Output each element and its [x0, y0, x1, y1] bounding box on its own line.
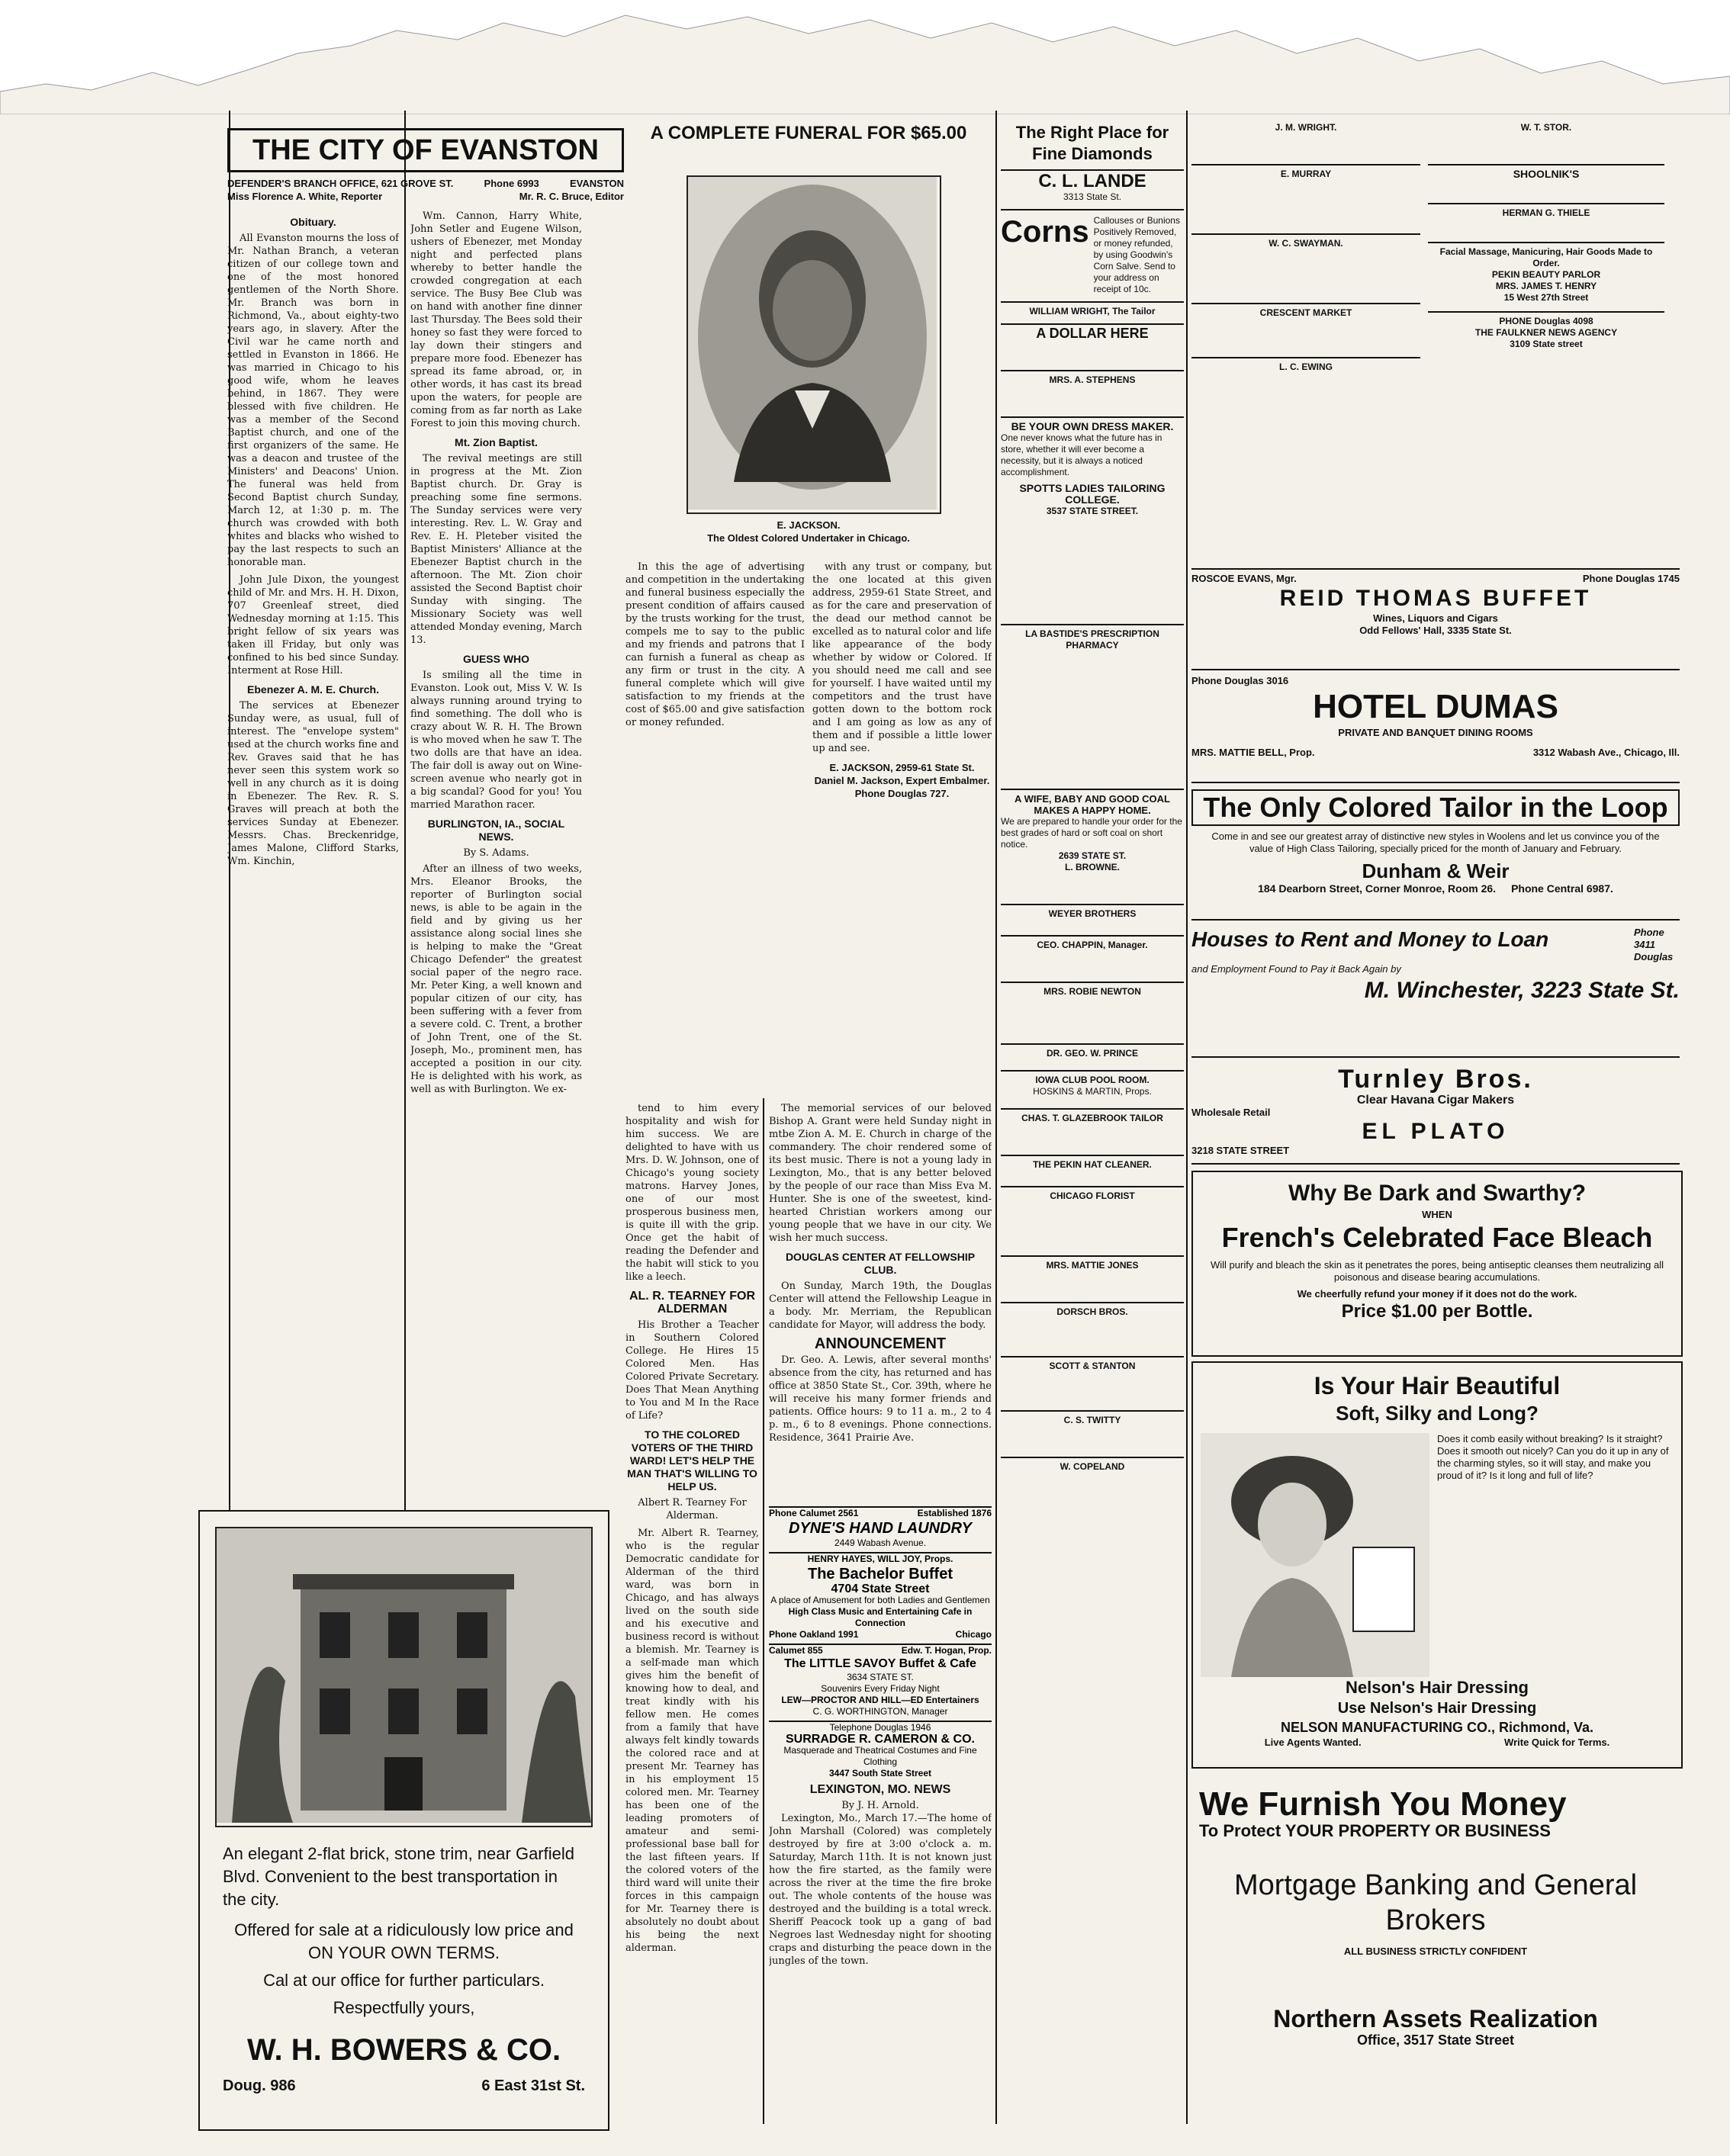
cameron-phone: Telephone Douglas 1946	[769, 1721, 992, 1733]
bachelor-line: A place of Amusement for both Ladies and Gentlemen	[770, 1595, 990, 1605]
roscoe-phone: Phone Douglas 1745	[1582, 573, 1680, 584]
directory-column-6-top	[1191, 122, 1680, 564]
dixon-text: John Jule Dixon, the youngest child of Mr. and Mrs. H. H. Dixon, 707 Greenleaf street, died Wednesday morning at 1:15. This bright fellow of six years was taken ill Friday, but only was confined to his bed since Sunday. Interment at Rose Hill.	[227, 574, 399, 676]
mt-zion-heading: Mt. Zion Baptist.	[455, 436, 538, 448]
tearney-heading: AL. R. TEARNEY FOR ALDERMAN	[629, 1290, 756, 1316]
tearney-to-voters: TO THE COLORED VOTERS OF THE THIRD WARD! LET'S HELP THE MAN THAT'S WILLING TO HELP US.	[627, 1428, 757, 1492]
bachelor-address: 4704 State Street	[831, 1582, 930, 1595]
funeral-header	[625, 122, 992, 168]
tend-text: tend to him every hospitality and wish for him success. We are delighted to have with us Mrs. D. W. Johnson, one of Chicago's young society matrons. Harvey Jones, one of our most prosperous business men, is quite ill with the grip. Once get the habit of reading the Defender and the habit will stick to you like a leech.	[625, 1103, 759, 1283]
laundry-name: DYNE'S HAND LAUNDRY	[789, 1520, 972, 1537]
winchester-name: M. Winchester, 3223 State St.	[1364, 978, 1680, 1003]
twitty-ad: C. S. TWITTY	[1001, 1410, 1184, 1426]
laundry-phone: Phone Calumet 2561	[769, 1508, 859, 1518]
ewing-ad: L. C. EWING	[1191, 357, 1420, 373]
dress-maker-text: One never knows what the future has in store, whether it will ever become a necessity, but it is always a noticed accomplishment.	[1001, 432, 1162, 477]
bachelor-phone: Phone Oakland 1991	[769, 1629, 859, 1640]
page-title: THE CITY OF EVANSTON	[227, 128, 624, 172]
reid-name: REID THOMAS BUFFET	[1279, 586, 1592, 611]
j-wright-ad: J. M. WRIGHT.	[1275, 122, 1337, 133]
branch-office: DEFENDER'S BRANCH OFFICE, 621 GROVE ST.	[227, 178, 454, 189]
woman-illustration	[1201, 1433, 1429, 1677]
spotts-name: SPOTTS LADIES TAILORING COLLEGE.	[1019, 482, 1166, 506]
northern-assets-ad	[1191, 1773, 1680, 2124]
el-plato: EL PLATO	[1362, 1119, 1510, 1144]
burlington-text: After an illness of two weeks, Mrs. Eleanor Brooks, the reporter of Burlington social news, is able to be again in the field and by giving us her assistance along social lines she is helping to make the "Great Chicago Defender" the greatest social paper of the negro race. Mr. Peter King, a well known and popular citizen of our city, has been suffering with a fever from a severe cold. C. Trent, a brother of John Trent, one of the St. Joseph, Mo., prominent men, has accepted a position in our city. He is delighted with his work, as well as with Burlington. We ex-	[410, 863, 582, 1095]
savoy-address: 3634 STATE ST.	[847, 1672, 914, 1682]
laundry-established: Established 1876	[917, 1508, 992, 1518]
portrait-caption	[625, 519, 992, 557]
henry-address: 15 West 27th Street	[1503, 292, 1589, 303]
copeland-ad: W. COPELAND	[1001, 1457, 1184, 1473]
hair-question: Is Your Hair Beautiful	[1314, 1372, 1561, 1399]
tailor-text: Come in and see our greatest array of distinctive new styles in Woolens and let us convince you of the value of High Class Tailoring, specially priced for the month of January and February.	[1211, 831, 1660, 854]
editor: Mr. R. C. Bruce, Editor	[519, 191, 624, 202]
nelsons-hair-dressing: Nelson's Hair Dressing	[1346, 1678, 1529, 1697]
shoolnik-ad: SHOOLNIK'S	[1428, 164, 1664, 180]
winchester-phone: Phone 3411 Douglas	[1634, 927, 1674, 962]
lande-name: C. L. LANDE	[1038, 171, 1146, 191]
hair-questions: Does it comb easily without breaking? Is it straight? Does it smooth out nicely? Can you do it up in any of the charming styles, so it will stay, and make you proud of it? Is it long and full of life?	[1437, 1433, 1669, 1481]
bachelor-props: HENRY HAYES, WILL JOY, Props.	[769, 1552, 992, 1565]
savoy-name: The LITTLE SAVOY Buffet & Cafe	[784, 1657, 976, 1670]
obituary-heading: Obituary.	[290, 216, 336, 228]
protect-line: To Protect YOUR PROPERTY OR BUSINESS	[1199, 1821, 1551, 1840]
evanston-header	[227, 128, 624, 204]
iowa-club-ad: IOWA CLUB POOL ROOM.	[1001, 1070, 1184, 1086]
guess-who-heading: GUESS WHO	[462, 653, 530, 665]
hoskins-props: HOSKINS & MARTIN, Props.	[1033, 1086, 1152, 1097]
facial-ad: Facial Massage, Manicuring, Hair Goods Made to Order.	[1428, 242, 1664, 269]
column-rule	[404, 111, 406, 1605]
obituary-text: All Evanston mourns the loss of Mr. Nathan Branch, a veteran citizen of our college town and one of the most honored gentlemen of the North Shore. Mr. Branch was born in Richmond, Va., about eighty-two years ago, in slavery. After the Civil war he came north and settled in Evanston in 1866. He was married in Chicago to his good wife, whom he leaves behind, in 1867. They were blessed with five children. He was a member of the Second Baptist church, and one of the first organizers of the same. He was a deacon and trustee of the Ministers' and Deacons' Union. The funeral was held from Second Baptist church Sunday, March 12, at 1:30 p. m. The church was crowded with both whites and blacks who wished to pay the last respects to such an honorable man.	[227, 233, 399, 568]
newton-ad: MRS. ROBIE NEWTON	[1001, 982, 1184, 998]
good-coal-heading: A WIFE, BABY AND GOOD COAL MAKES A HAPPY HOME.	[1001, 789, 1184, 816]
small-ads-block	[769, 1506, 992, 1778]
memorial-text: The memorial services of our beloved Bishop A. Grant were held Sunday night in mtbe Zion A. M. E. Church in charge of the commandery. The choir rendered some of its best music. There is not a young lady in Lexington, Mo., that is any better beloved by the people of our race than Miss Eva M. Hunter. She is one of the sweetest, kind-hearted Christian workers among our young people that we have in our city. We wish her much success.	[769, 1103, 992, 1244]
use-nelsons: Use Nelson's Hair Dressing	[1337, 1700, 1537, 1717]
dumas-owner: MRS. MATTIE BELL, Prop.	[1191, 747, 1315, 758]
evanston-column-1	[227, 210, 399, 1499]
douglas-heading: DOUGLAS CENTER AT FELLOWSHIP CLUB.	[785, 1251, 976, 1276]
bleach-when: WHEN	[1422, 1209, 1452, 1220]
northern-address: Office, 3517 State Street	[1356, 2032, 1515, 2048]
bowers-text-1: An elegant 2-flat brick, stone trim, near Garfield Blvd. Convenient to the best transportation in the city.	[223, 1844, 574, 1909]
turnley-line: Clear Havana Cigar Makers	[1356, 1094, 1515, 1107]
faulkner-name: THE FAULKNER NEWS AGENCY	[1474, 327, 1618, 338]
swayman-ad: W. C. SWAYMAN.	[1191, 233, 1420, 249]
house-photo	[215, 1527, 593, 1827]
bowers-company: W. H. BOWERS & CO.	[246, 2033, 561, 2067]
coal-address: 2639 STATE ST.	[1058, 850, 1127, 861]
employment-line: and Employment Found to Pay it Back Again by	[1191, 963, 1401, 975]
dumas-name: HOTEL DUMAS	[1313, 688, 1558, 725]
stephens-ad: MRS. A. STEPHENS	[1001, 370, 1184, 386]
jones-ad: MRS. MATTIE JONES	[1001, 1255, 1184, 1271]
funeral-phone: Phone Douglas 727.	[854, 788, 950, 799]
bowers-ad	[198, 1510, 609, 2131]
murray-ad: E. MURRAY	[1191, 164, 1420, 180]
portrait-name: E. JACKSON.	[777, 519, 841, 531]
ebenezer-heading: Ebenezer A. M. E. Church.	[247, 683, 379, 696]
hotel-dumas-ad	[1191, 675, 1680, 783]
announcement-text: Dr. Geo. A. Lewis, after several months' absence from the city, has returned and has office at 3850 State St., Cor. 39th, where he will receive his many former friends and patients. Office hours: 9 to 11 a. m., 2 to 4 p. m., 6 to 8 evenings. Phone connections. Residence, 3641 Prairie Ave.	[769, 1354, 992, 1444]
funeral-text-right	[812, 561, 992, 1094]
dress-maker-heading: BE YOUR OWN DRESS MAKER.	[1001, 416, 1184, 432]
bowers-phone: Doug. 986	[223, 2077, 296, 2094]
confidential-line: ALL BUSINESS STRICTLY CONFIDENT	[1343, 1946, 1528, 1957]
dunham-phone: Phone Central 6987.	[1511, 882, 1613, 895]
mortgage-heading: Mortgage Banking and General Brokers	[1233, 1869, 1638, 1936]
bowers-address: 6 East 31st St.	[481, 2077, 585, 2094]
pekin-parlor: PEKIN BEAUTY PARLOR	[1491, 269, 1601, 280]
savoy-phone: Calumet 855	[769, 1645, 823, 1656]
lexington-byline: By J. H. Arnold.	[841, 1800, 919, 1811]
cameron-line: Masquerade and Theatrical Costumes and Fine Clothing	[783, 1745, 977, 1767]
dollar-here-ad: A DOLLAR HERE	[1001, 323, 1184, 339]
coal-browne: L. BROWNE.	[1065, 862, 1120, 872]
coal-text: We are prepared to handle your order for the best grades of hard or soft coal on short notice.	[1001, 816, 1182, 850]
reid-address: Odd Fellows' Hall, 3335 State St.	[1359, 625, 1512, 636]
announcement-heading: ANNOUNCEMENT	[814, 1335, 947, 1352]
corns-heading: Corns	[1001, 215, 1089, 249]
mt-zion-text: The revival meetings are still in progress at the Mt. Zion Baptist church. Dr. Gray is preaching some fine sermons. The Sunday services were very interesting. Rev. L. W. Gray and Rev. E. H. Pleteber visited the Baptist Ministers' Alliance at the Ebenezer Baptist church in the afternoon. The Mt. Zion choir assisted the Second Baptist choir Sunday with singing. The Missionary Society was well attended Monday evening, March 13.	[410, 453, 582, 646]
bastide-ad: LA BASTIDE'S PRESCRIPTION PHARMACY	[1001, 624, 1184, 651]
bachelor-city: Chicago	[955, 1629, 992, 1640]
lexington-heading: LEXINGTON, MO. NEWS	[809, 1783, 951, 1796]
dumas-phone: Phone Douglas 3016	[1191, 675, 1289, 686]
florist-ad: CHICAGO FLORIST	[1001, 1186, 1184, 1202]
directory-column-5	[1001, 122, 1184, 2124]
lexington-column	[769, 1777, 992, 2116]
scott-stanton-ad: SCOTT & STANTON	[1001, 1356, 1184, 1372]
funeral-paragraph-right: with any trust or company, but the one located at this given address, 2959-61 State Street, and as for the care and preservation of the dead our method cannot be excelled as to natural color and life like appearance of the body whether by widow or Colored. If you should need me call and see for yourself. I have waited until my competitors and the trust have gotten down to the bottom rock and I am going as low as any of them and if possible a little lower up and see.	[812, 561, 992, 754]
funeral-text-left	[625, 561, 805, 1094]
only-colored-tailor-ad	[1191, 789, 1680, 921]
tearney-text: Mr. Albert R. Tearney, who is the regular Democratic candidate for Alderman of the third ward, was born in Chicago, and has always lived on the south side and his executive and business record is without a blemish. Mr. Tearney is a self-made man which gives him the benefit of knowing how to deal, and treat kindly with his fellow men. He comes from a family that have always felt kindly towards the colored race and at present Mr. Tearney has in his employment 15 colored men. Mr. Tearney has been one of the leading promoters of amateur and semi-professional base ball for the last fifteen years. If the colored voters of the third ward will unite their forces in this campaign for Mr. Tearney there is absolutely no doubt about his being the next alderman.	[625, 1528, 759, 1954]
lexington-text: Lexington, Mo., March 17.—The home of John Marshall (Colored) was completely destroyed by fire at 3:00 o'clock a. m. Saturday, March 11th. It is not known just how the fire started, as the family were across the river at the time the fire broke out. The whole contents of the house was destroyed and the building is a total wreck. Sheriff Peacock took up a gang of bad Negroes last Wednesday night for shooting craps and disturbing the peace down in the jungles of the town.	[769, 1813, 992, 1967]
houses-heading: Houses to Rent and Money to Loan	[1191, 927, 1549, 951]
bleach-name: French's Celebrated Face Bleach	[1221, 1222, 1653, 1253]
bleach-price: Price $1.00 per Bottle.	[1341, 1301, 1533, 1322]
bleach-text: Will purify and bleach the skin as it penetrates the pores, being antiseptic cleanses them neutralizing all poisonous and disease bearing accumulations.	[1211, 1259, 1664, 1283]
branch-city: EVANSTON	[569, 178, 624, 189]
burlington-heading: BURLINGTON, IA., SOCIAL NEWS.	[427, 818, 565, 843]
funeral-title: A COMPLETE FUNERAL FOR $65.00	[650, 123, 967, 143]
branch-phone: Phone 6993	[484, 178, 539, 189]
bowers-text-3: Cal at our office for further particulars.	[263, 1971, 545, 1990]
cameron-address: 3447 South State Street	[828, 1768, 932, 1778]
dorsch-ad: DORSCH BROS.	[1001, 1302, 1184, 1318]
nelson-company: NELSON MANUFACTURING CO., Richmond, Va.	[1280, 1720, 1594, 1735]
wright-ad: WILLIAM WRIGHT, The Tailor	[1001, 301, 1184, 317]
lande-address: 3313 State St.	[1063, 191, 1122, 202]
turnley-wholesale: Wholesale Retail	[1191, 1107, 1271, 1118]
burlington-byline: By S. Adams.	[463, 847, 529, 859]
reid-line: Wines, Liquors and Cigars	[1373, 612, 1498, 624]
funeral-paragraph-left: In this the age of advertising and competition in the undertaking and funeral business especially the present condition of affairs caused by the trusts working for the trust, compels me to say to the public and my friends and patrons that I can furnish a funeral as cheap as any firm or trust in the city. A funeral complete which will give satisfaction to my friends at the cost of $65.00 and give satisfaction or money refunded.	[625, 561, 805, 728]
furnish-heading: We Furnish You Money	[1199, 1785, 1567, 1823]
bleach-refund: We cheerfully refund your money if it does not do the work.	[1297, 1288, 1577, 1300]
nelson-hair-ad	[1191, 1361, 1683, 1769]
corns-text: Callouses or Bunions Positively Removed, or money refunded, by using Goodwin's Corn Salve. Send to your address on receipt of 10c.	[1093, 215, 1180, 294]
chappin-ad: CEO. CHAPPIN, Manager.	[1001, 935, 1184, 951]
turnley-bros-ad	[1191, 1064, 1680, 1165]
funeral-signature: E. JACKSON, 2959-61 State St.	[829, 762, 975, 773]
savoy-prop: Edw. T. Hogan, Prop.	[901, 1645, 992, 1656]
laundry-address: 2449 Wabash Avenue.	[834, 1537, 927, 1548]
nelson-agents: Live Agents Wanted.	[1264, 1737, 1362, 1748]
pekin-hat-ad: THE PEKIN HAT CLEANER.	[1001, 1155, 1184, 1171]
faulkner-address: 3109 State street	[1510, 339, 1583, 349]
tearney-signature: Albert R. Tearney For Alderman.	[638, 1497, 747, 1521]
ebenezer-text: The services at Ebenezer Sunday were, as usual, full of interest. The "envelope system" used at the church works fine and Rev. Graves said that he has never seen this system work so well in any church as it is doing in Ebenezer. The Rev. R. S. Graves will preach at both the services Sunday at Ebenezer. Messrs. Chas. Breckenridge, James Malone, Clifford Starks, Wm. Kinchin,	[227, 700, 399, 867]
savoy-manager: C. G. WORTHINGTON, Manager	[812, 1706, 948, 1717]
jackson-portrait	[687, 175, 941, 514]
french-bleach-ad	[1191, 1171, 1683, 1357]
faulkner-phone: PHONE Douglas 4098	[1428, 311, 1664, 327]
bowers-text-2: Offered for sale at a ridiculously low price and ON YOUR OWN TERMS.	[234, 1920, 574, 1962]
glazebrook-ad: CHAS. T. GLAZEBROOK TAILOR	[1001, 1108, 1184, 1124]
northern-name: Northern Assets Realization	[1273, 2005, 1598, 2032]
funeral-embalmer: Daniel M. Jackson, Expert Embalmer.	[814, 775, 990, 786]
bachelor-name: The Bachelor Buffet	[807, 1566, 953, 1582]
stor-ad: W. T. STOR.	[1520, 122, 1572, 133]
douglas-text: On Sunday, March 19th, the Douglas Center will attend the Fellowship League in a body. Mr. Merriam, the Republican candidate for Mayor, will address the body.	[769, 1280, 992, 1331]
roscoe-name: ROSCOE EVANS, Mgr.	[1191, 573, 1297, 584]
nelson-terms: Write Quick for Terms.	[1504, 1737, 1610, 1748]
crescent-ad: CRESCENT MARKET	[1191, 303, 1420, 319]
winchester-ad	[1191, 927, 1680, 1058]
dumas-address: 3312 Wabash Ave., Chicago, Ill.	[1532, 747, 1680, 758]
bowers-text-4: Respectfully yours,	[333, 1998, 475, 2017]
dumas-line: PRIVATE AND BANQUET DINING ROOMS	[1338, 727, 1533, 738]
weyer-ad: WEYER BROTHERS	[1001, 904, 1184, 920]
thiele-ad: HERMAN G. THIELE	[1428, 203, 1664, 219]
hair-question-2: Soft, Silky and Long?	[1336, 1402, 1539, 1425]
savoy-line: Souvenirs Every Friday Night	[821, 1683, 940, 1694]
prince-ad: DR. GEO. W. PRINCE	[1001, 1043, 1184, 1059]
tearney-intro: His Brother a Teacher in Southern Colored College. He Hires 15 Colored Men. Has Colored Private Secretary. Does That Mean Anything to You and M In the Race of Life?	[625, 1319, 759, 1422]
right-place-ad: The Right Place for Fine Diamonds	[1001, 122, 1184, 171]
ebenezer-continued: Wm. Cannon, Harry White, John Setler and Eugene Wilson, ushers of Ebenezer, met Monday night and perfected plans whereby to better handle the crowded congregation at each service. The Busy Bee Club was on hand with another fine dinner last Thursday. The Bees sold their honey so fast they were forced to lay down their stingers and prepare more food. Ebenezer has spread its fame abroad, or, in other words, it has cast its bread upon the waters, for people are coming from as far north as Lake Forest to join this moving church.	[410, 210, 582, 429]
reid-thomas-ad	[1191, 568, 1680, 670]
savoy-entertainers: LEW—PROCTOR AND HILL—ED Entertainers	[781, 1695, 979, 1705]
column-rule	[995, 111, 997, 2124]
dunham-name: Dunham & Weir	[1362, 860, 1510, 882]
turnley-name: Turnley Bros.	[1338, 1065, 1533, 1094]
portrait-caption-text: The Oldest Colored Undertaker in Chicago.	[707, 532, 910, 544]
torn-page-edge	[0, 0, 1730, 114]
cameron-name: SURRADGE R. CAMERON & CO.	[785, 1733, 975, 1746]
bleach-question: Why Be Dark and Swarthy?	[1288, 1181, 1587, 1206]
column-rule	[1186, 111, 1188, 2124]
turnley-address: 3218 STATE STREET	[1191, 1145, 1290, 1156]
reporter: Miss Florence A. White, Reporter	[227, 191, 383, 202]
tearney-column	[625, 1102, 759, 2116]
spotts-address: 3537 STATE STREET.	[1046, 506, 1139, 516]
evanston-column-2	[410, 210, 582, 1499]
henry-name: MRS. JAMES T. HENRY	[1495, 281, 1597, 291]
column-rule	[763, 1098, 764, 2124]
dunham-address: 184 Dearborn Street, Corner Monroe, Room 26.	[1258, 882, 1497, 895]
bachelor-music: High Class Music and Entertaining Cafe in Connection	[788, 1606, 973, 1628]
guess-who-text: Is smiling all the time in Evanston. Look out, Miss V. W. Is always running around trying to find something. The doll who is crazy about W. R. H. The Brown is who moved when he saw T. The two dolls are that have an idea. The fair doll is away out on Wine-screen avenue who nearly got in a big scandal? Good for you! You married Marathon racer.	[410, 670, 582, 811]
tailor-heading: The Only Colored Tailor in the Loop	[1191, 789, 1680, 826]
